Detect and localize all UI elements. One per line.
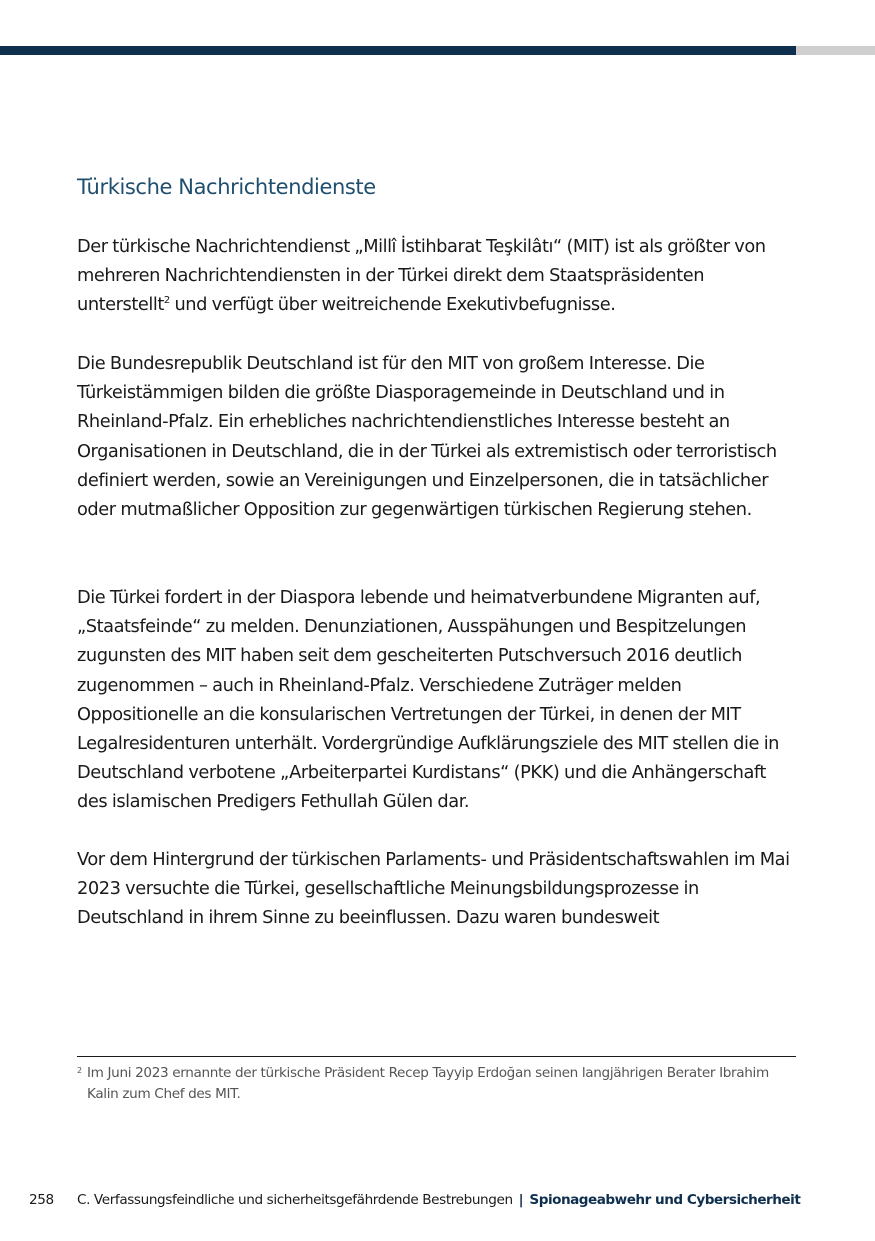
paragraph-diaspora: Die Türkei fordert in der Diaspora lebende und heimatverbundene Migranten auf, „Staatsfeinde“ zu melden. Denunziationen, Ausspähungen und Bespitzelungen zugunsten des MIT haben seit dem gescheiterten Putschversuch 2016 deutlich zugenommen – auch in Rheinland-Pfalz. Verschiedene Zuträger melden Oppositionelle an die konsularischen Vertretungen der Türkei, in denen der MIT Legalresidenturen unterhält. Vordergründige Aufklärungsziele des MIT stellen die in Deutschland verbotene „Arbeiterpartei Kurdistans“ (PKK) und die Anhängerschaft des islamischen Predigers Fethullah Gülen dar. bbox=[77, 587, 780, 813]
footnote-divider bbox=[77, 1056, 796, 1057]
footnote-text: Im Juni 2023 ernannte der türkische Präsident Recep Tayyip Erdoğan seinen langjährigen Berater Ibrahim Kalin zum Chef des MIT. bbox=[87, 1065, 769, 1102]
footer-chapter-title: Spionageabwehr und Cybersicherheit bbox=[525, 1192, 801, 1208]
page-number: 258 bbox=[29, 1192, 54, 1208]
footer-separator: | bbox=[518, 1192, 524, 1208]
paragraph-text: und verfügt über weitreichende Exekutivbefugnisse. bbox=[169, 294, 616, 316]
paragraph-germany-interest: Die Bundesrepublik Deutschland ist für den MIT von großem Interesse. Die Türkeistämmigen bilden die größte Diasporagemeinde in Deutschland und in Rheinland-Pfalz. Ein erhebliches nachrichtendienstliches Interesse besteht an Organisationen in Deutschland, die in der Türkei als extremistisch oder terroristisch definiert werden, sowie an Vereinigungen und Einzelpersonen, die in tatsächlicher oder mutmaßlicher Opposition zur gegenwärtigen türkischen Regierung stehen. bbox=[77, 353, 777, 521]
section-heading: Türkische Nachrichtendienste bbox=[77, 175, 376, 199]
footnote-reference: 2 bbox=[163, 295, 170, 307]
footer-section-title: C. Verfassungsfeindliche und sicherheitsgefährdende Bestrebungen bbox=[77, 1192, 517, 1208]
paragraph-text: Der türkische Nachrichtendienst „Millî İstihbarat Teşkilâtı“ (MIT) ist als größter von mehreren Nachrichtendiensten in der Türkei direkt dem Staatspräsidenten unterstellt bbox=[77, 236, 766, 316]
paragraph-mit-intro bbox=[77, 232, 797, 320]
paragraph-elections: Vor dem Hintergrund der türkischen Parlaments- und Präsidentschaftswahlen im Mai 2023 versuchte die Türkei, gesellschaftliche Meinungsbildungsprozesse in Deutschland in ihrem Sinne zu beeinflussen. Dazu waren bundesweit bbox=[77, 849, 790, 929]
footnote bbox=[77, 1063, 799, 1105]
page-footer bbox=[29, 1189, 800, 1211]
header-accent-bar-grey bbox=[796, 46, 875, 55]
header-accent-bar bbox=[0, 46, 796, 55]
footnote-mark: 2 bbox=[77, 1066, 82, 1075]
